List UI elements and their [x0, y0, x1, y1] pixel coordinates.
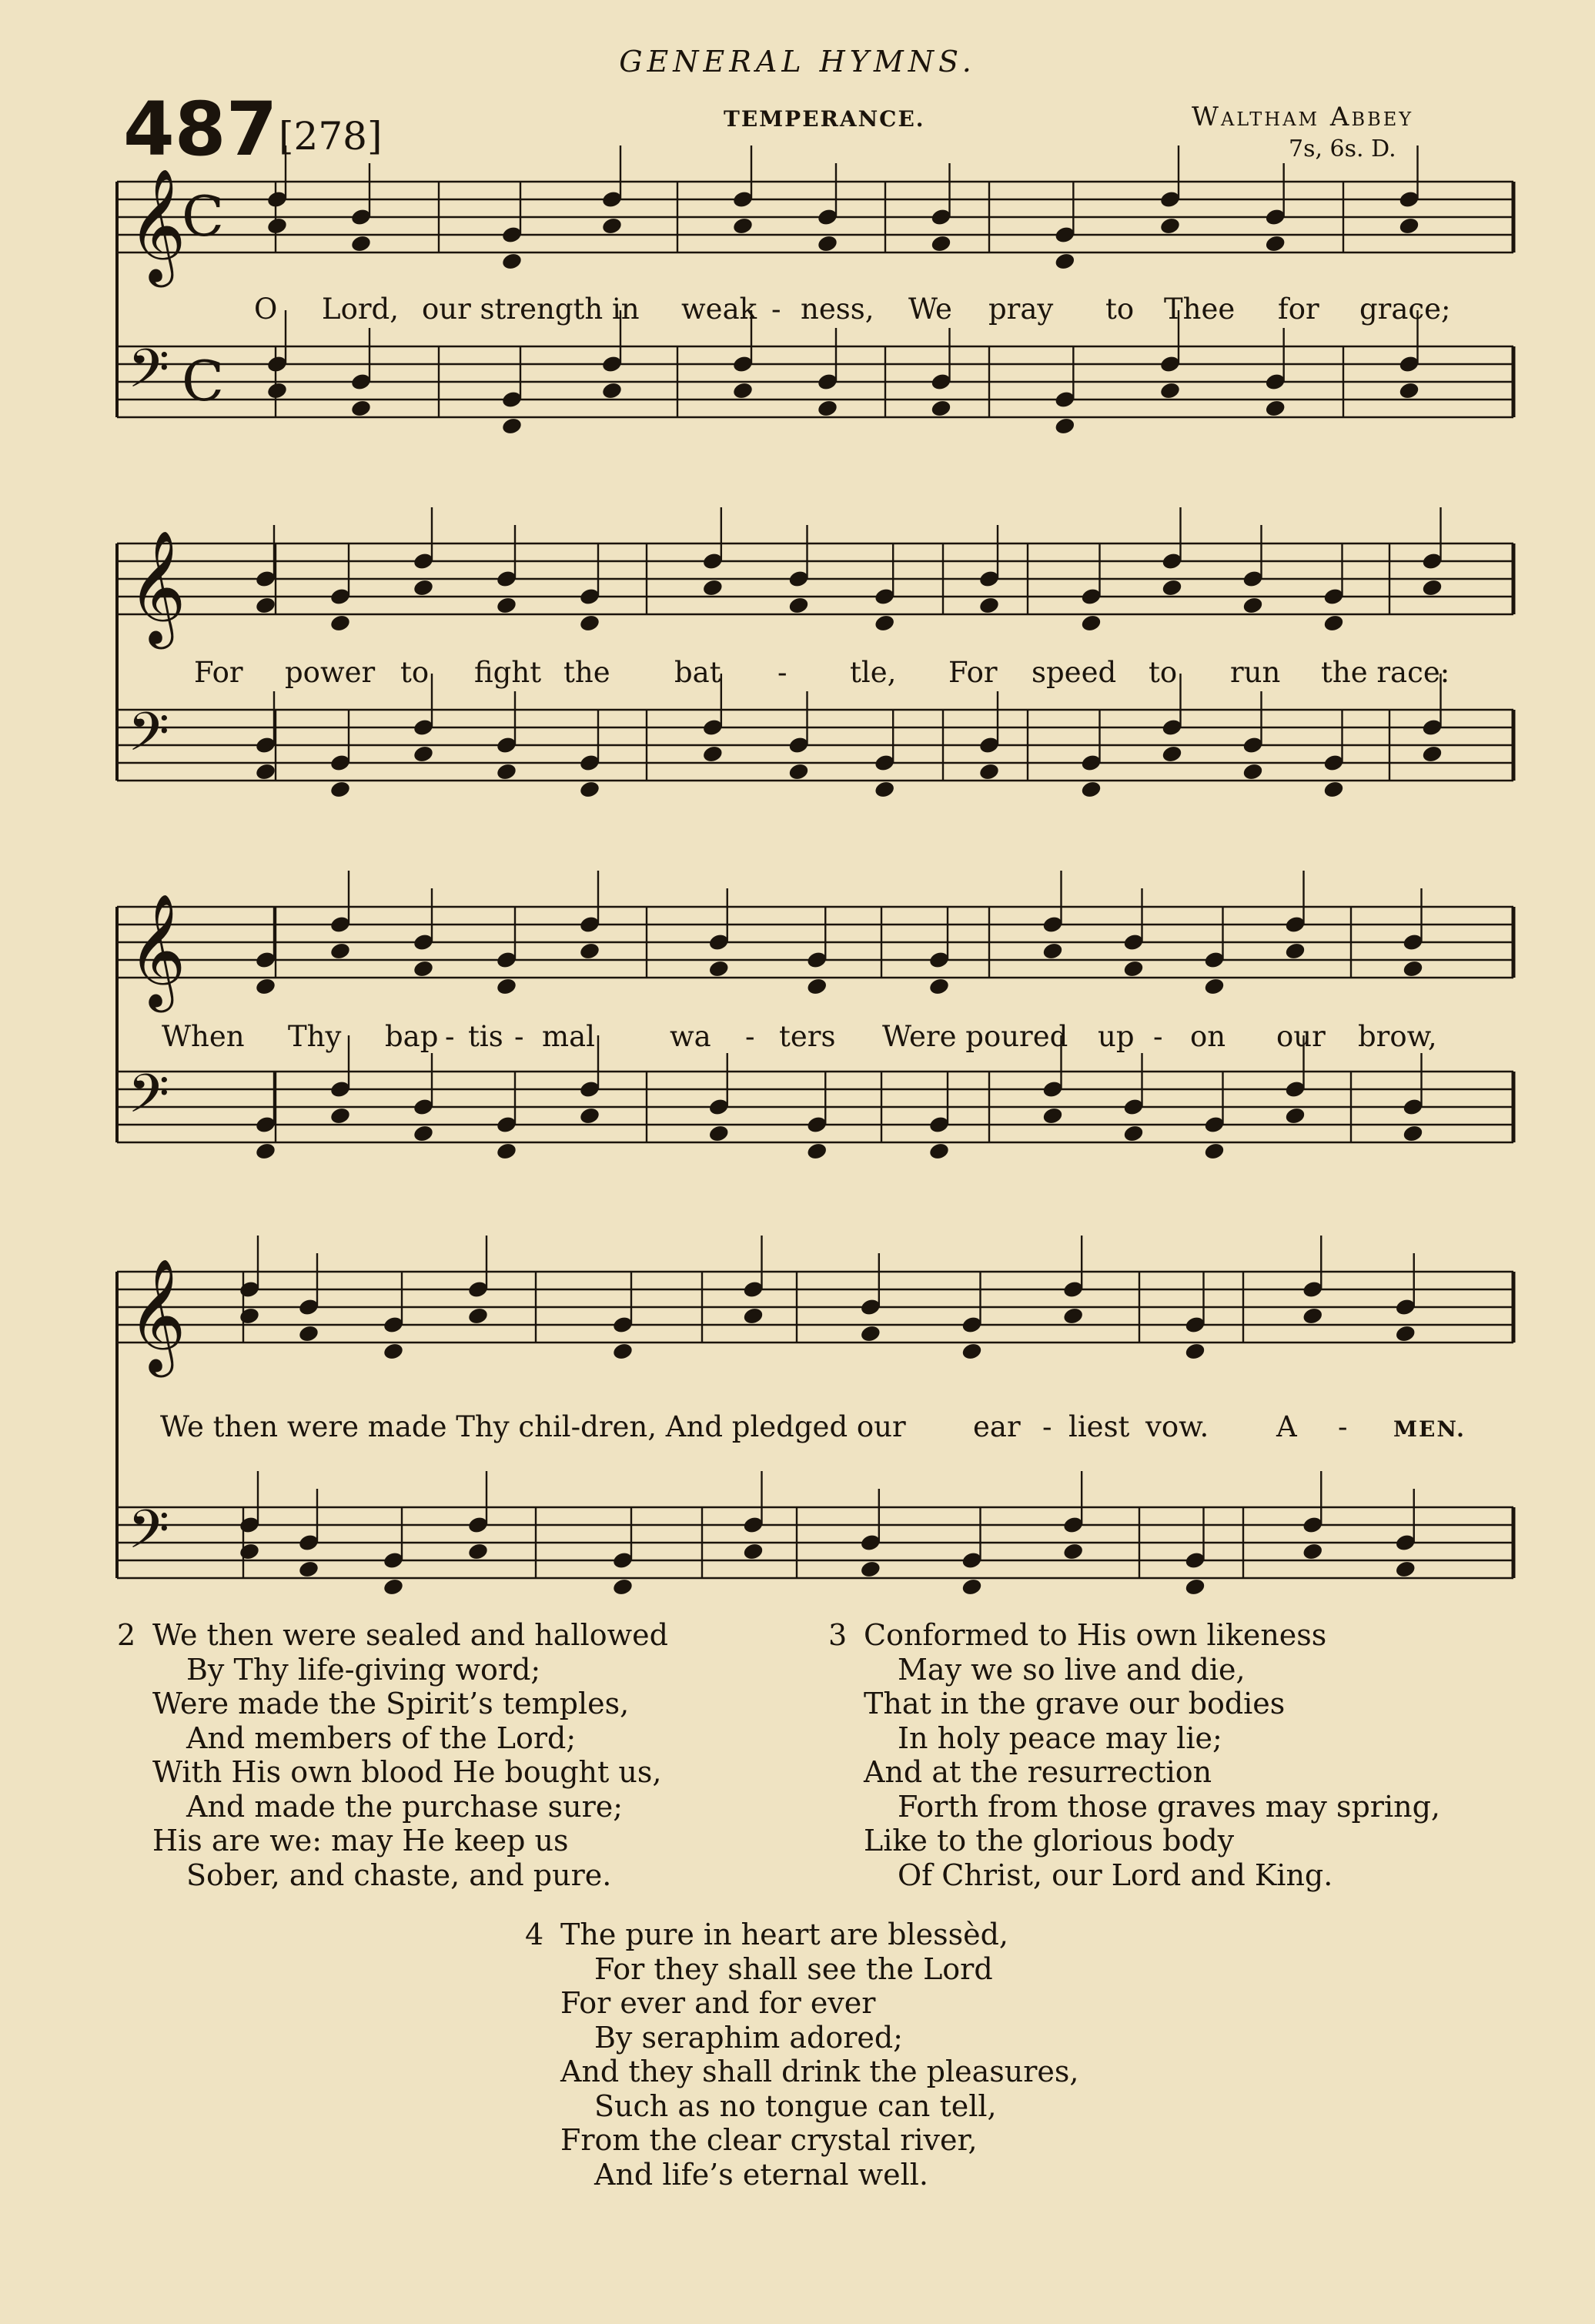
- lyric-word: to: [1149, 656, 1178, 689]
- note-head: [1421, 578, 1443, 597]
- note-head: [467, 1306, 490, 1326]
- lyric-word: tis: [468, 1020, 503, 1053]
- lyric-word: -: [1153, 1020, 1163, 1053]
- note-head: [1242, 596, 1264, 615]
- tune-name: Waltham Abbey: [1192, 102, 1414, 132]
- lyric-word: Thee: [1164, 293, 1236, 326]
- note-head: [930, 234, 952, 253]
- note-head: [701, 578, 724, 597]
- lyric-word: speed: [1032, 656, 1117, 689]
- bass-clef: 𝄢: [128, 337, 170, 413]
- note-head: [928, 977, 951, 996]
- note-head: [930, 399, 952, 418]
- note-head: [501, 252, 523, 271]
- verse-line: The pure in heart are blessèd,: [560, 1918, 1009, 1951]
- verse-line: From the clear crystal river,: [560, 2123, 978, 2157]
- note-head: [1264, 399, 1286, 418]
- note-head: [413, 578, 435, 597]
- note-head: [329, 941, 352, 961]
- note-head: [579, 941, 601, 961]
- verse-line: In holy peace may lie;: [898, 1720, 1222, 1755]
- verse-4: [525, 1918, 1079, 2192]
- note-head: [859, 1324, 881, 1343]
- note-head: [255, 977, 277, 996]
- note-head: [266, 381, 289, 400]
- verse-line: And they shall drink the pleasures,: [560, 2055, 1079, 2088]
- verse-2: [117, 1618, 668, 1892]
- lyric-word: grace;: [1359, 293, 1451, 326]
- note-head: [1159, 216, 1182, 236]
- lyric-word: power: [285, 656, 376, 689]
- note-head: [579, 780, 601, 799]
- note-head: [1284, 1106, 1306, 1125]
- note-head: [1080, 780, 1102, 799]
- note-head: [1054, 416, 1076, 436]
- verse-line: And life’s eternal well.: [594, 2157, 929, 2192]
- note-head: [928, 1142, 951, 1161]
- note-head: [496, 762, 518, 781]
- lyric-word: For: [194, 656, 243, 689]
- verse-line: We then were sealed and hallowed: [152, 1618, 668, 1652]
- note-head: [298, 1560, 320, 1579]
- note-head: [1394, 1324, 1416, 1343]
- lyric-word: bap: [385, 1020, 439, 1053]
- lyric-word: O: [254, 293, 278, 326]
- note-head: [501, 416, 523, 436]
- meter: 7s, 6s. D.: [1289, 135, 1396, 162]
- bass-clef: 𝄢: [128, 1062, 170, 1138]
- verse-line: For ever and for ever: [560, 1986, 876, 2020]
- lyric-word: fight: [474, 656, 542, 689]
- note-head: [1402, 1124, 1424, 1143]
- note-head: [1054, 252, 1076, 271]
- lyric-word: ters: [779, 1020, 836, 1053]
- note-head: [1242, 762, 1264, 781]
- lyric-word: our: [1276, 1020, 1326, 1053]
- note-head: [1203, 1142, 1226, 1161]
- lyric-word: the: [563, 656, 610, 689]
- lyric-word: Were poured: [882, 1020, 1068, 1053]
- lyric-word: -: [771, 293, 781, 326]
- note-head: [1322, 614, 1345, 633]
- verse-number: 4: [525, 1918, 544, 1951]
- lyric-word: Lord,: [322, 293, 399, 326]
- lyric-word: -: [745, 1020, 755, 1053]
- note-head: [413, 959, 435, 978]
- note-head: [1159, 381, 1182, 400]
- verse-3: [828, 1618, 1441, 1892]
- verse-line: Forth from those graves may spring,: [898, 1789, 1441, 1824]
- note-head: [1042, 1106, 1064, 1125]
- lyric-word: We: [908, 293, 952, 326]
- verse-line: Conformed to His own likeness: [864, 1618, 1327, 1652]
- note-head: [1322, 780, 1345, 799]
- lyric-word: vow.: [1145, 1410, 1209, 1443]
- note-head: [601, 216, 624, 236]
- alternate-number: [278]: [279, 114, 383, 159]
- note-head: [978, 596, 1001, 615]
- lyric-word: liest: [1068, 1410, 1130, 1443]
- verse-number: 2: [117, 1618, 136, 1652]
- verse-line: And made the purchase sure;: [186, 1789, 624, 1824]
- note-head: [742, 1542, 764, 1561]
- treble-clef: 𝄞: [128, 893, 186, 1008]
- note-head: [1203, 977, 1226, 996]
- note-head: [1122, 959, 1145, 978]
- lyric-word: When: [162, 1020, 245, 1053]
- note-head: [1302, 1306, 1324, 1326]
- verse-line: For they shall see the Lord: [594, 1951, 993, 1986]
- lyric-word: -: [777, 656, 787, 689]
- verse-line: Were made the Spirit’s temples,: [152, 1687, 630, 1720]
- note-head: [874, 614, 896, 633]
- note-head: [383, 1577, 405, 1597]
- treble-clef: 𝄞: [128, 1258, 186, 1373]
- lyric-word: to: [1105, 293, 1135, 326]
- lyric-word: A: [1276, 1410, 1297, 1443]
- lyric-word: the race:: [1321, 656, 1450, 689]
- verse-line: Like to the glorious body: [864, 1824, 1235, 1858]
- lyric-word: on: [1190, 1020, 1226, 1053]
- note-head: [732, 381, 754, 400]
- note-head: [1042, 941, 1064, 961]
- verse-line: And members of the Lord;: [186, 1720, 577, 1755]
- note-head: [732, 216, 754, 236]
- note-head: [612, 1577, 634, 1597]
- lyric-word: ness,: [801, 293, 874, 326]
- lyric-word: -: [1338, 1410, 1348, 1443]
- note-head: [329, 614, 352, 633]
- note-head: [1062, 1306, 1085, 1326]
- note-head: [742, 1306, 764, 1326]
- verse-line: Of Christ, our Lord and King.: [898, 1858, 1333, 1892]
- note-head: [817, 399, 839, 418]
- note-head: [707, 959, 730, 978]
- verse-number: 3: [828, 1618, 848, 1652]
- note-head: [350, 399, 373, 418]
- note-head: [707, 1124, 730, 1143]
- common-time-sign: C: [182, 184, 225, 249]
- note-head: [1284, 941, 1306, 961]
- note-head: [413, 744, 435, 764]
- note-head: [1122, 1124, 1145, 1143]
- hymn-number: 487: [123, 86, 278, 172]
- lyric-word: for: [1278, 293, 1319, 326]
- lyric-word: run: [1230, 656, 1281, 689]
- note-head: [266, 216, 289, 236]
- verse-line: Such as no tongue can tell,: [594, 2088, 997, 2123]
- verse-line: That in the grave our bodies: [864, 1687, 1286, 1720]
- note-head: [239, 1306, 261, 1326]
- lyric-word: tle,: [850, 656, 897, 689]
- note-head: [1264, 234, 1286, 253]
- verse-line: His are we: may He keep us: [152, 1824, 569, 1858]
- running-head: GENERAL HYMNS.: [619, 45, 976, 79]
- verse-line: By Thy life-giving word;: [186, 1652, 541, 1687]
- note-head: [1394, 1560, 1416, 1579]
- note-head: [978, 762, 1001, 781]
- bass-clef: 𝄢: [128, 1498, 170, 1573]
- note-head: [874, 780, 896, 799]
- note-head: [329, 780, 352, 799]
- note-head: [1080, 614, 1102, 633]
- verse-line: Sober, and chaste, and pure.: [186, 1858, 612, 1892]
- treble-clef: 𝄞: [128, 168, 186, 283]
- note-head: [496, 977, 518, 996]
- note-head: [496, 596, 518, 615]
- lyric-word: to: [400, 656, 430, 689]
- verse-line: And at the resurrection: [864, 1755, 1212, 1789]
- lyric-word: pray: [988, 293, 1054, 326]
- note-head: [413, 1124, 435, 1143]
- note-head: [601, 381, 624, 400]
- verse-line: May we so live and die,: [898, 1652, 1246, 1687]
- note-head: [701, 744, 724, 764]
- note-head: [1398, 381, 1420, 400]
- common-time-sign: C: [182, 349, 225, 413]
- note-head: [298, 1324, 320, 1343]
- note-head: [255, 762, 277, 781]
- lyric-word: -: [445, 1020, 455, 1053]
- note-head: [579, 614, 601, 633]
- note-head: [239, 1542, 261, 1561]
- note-head: [496, 1142, 518, 1161]
- note-head: [1421, 744, 1443, 764]
- note-head: [1398, 216, 1420, 236]
- hymn-theme: TEMPERANCE.: [724, 106, 925, 132]
- note-head: [1161, 578, 1183, 597]
- lyric-word: brow,: [1358, 1020, 1437, 1053]
- lyric-word: -: [514, 1020, 524, 1053]
- lyric-word: weak: [681, 293, 757, 326]
- verse-line: With His own blood He bought us,: [152, 1755, 662, 1789]
- note-head: [961, 1577, 983, 1597]
- bass-clef: 𝄢: [128, 701, 170, 776]
- lyric-word: MEN.: [1393, 1416, 1466, 1442]
- note-head: [1402, 959, 1424, 978]
- note-head: [1184, 1577, 1206, 1597]
- note-head: [329, 1106, 352, 1125]
- lyric-word: We then were made Thy chil-dren, And pledged our: [160, 1410, 906, 1443]
- note-head: [1302, 1542, 1324, 1561]
- note-head: [1062, 1542, 1085, 1561]
- lyric-word: Thy: [288, 1020, 342, 1053]
- treble-clef: 𝄞: [128, 530, 186, 644]
- note-head: [255, 596, 277, 615]
- lyric-word: -: [1042, 1410, 1052, 1443]
- lyric-word: ear: [973, 1410, 1021, 1443]
- verse-line: By seraphim adored;: [594, 2020, 903, 2055]
- note-head: [255, 1142, 277, 1161]
- note-head: [806, 977, 828, 996]
- lyric-word: wa: [670, 1020, 711, 1053]
- note-head: [817, 234, 839, 253]
- note-head: [467, 1542, 490, 1561]
- lyric-word: our strength in: [422, 293, 640, 326]
- note-head: [961, 1342, 983, 1361]
- note-head: [859, 1560, 881, 1579]
- lyric-word: up: [1098, 1020, 1135, 1053]
- note-head: [579, 1106, 601, 1125]
- note-head: [787, 596, 810, 615]
- note-head: [1161, 744, 1183, 764]
- lyric-word: mal: [542, 1020, 595, 1053]
- note-head: [612, 1342, 634, 1361]
- note-head: [383, 1342, 405, 1361]
- note-head: [787, 762, 810, 781]
- lyric-word: For: [948, 656, 998, 689]
- note-head: [1184, 1342, 1206, 1361]
- note-head: [350, 234, 373, 253]
- note-head: [806, 1142, 828, 1161]
- lyric-word: bat: [674, 656, 721, 689]
